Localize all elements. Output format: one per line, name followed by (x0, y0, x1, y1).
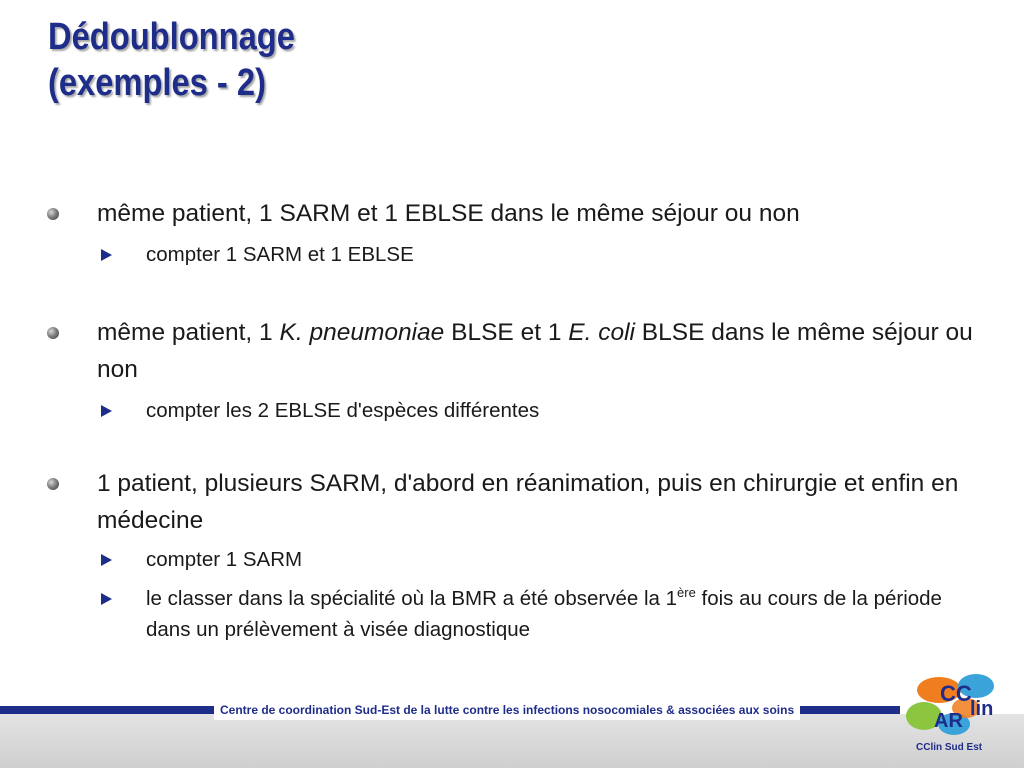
bullet-2 (97, 314, 987, 388)
sub-bullet-2-1-text: compter les 2 EBLSE d'espèces différentes (146, 399, 540, 422)
slide-title (48, 14, 295, 106)
bullet-2-text-part-1: même patient, 1 (97, 319, 280, 346)
bullet-2-text-part-3: BLSE et 1 (444, 319, 569, 346)
cclin-logo (904, 668, 1019, 758)
logo-ar-text: AR (934, 710, 963, 732)
logo-cc-text: CC (940, 681, 972, 706)
bullet-dot-icon (47, 327, 59, 339)
bullet-2-text-part-5: BLSE dans le même séjour ou non (97, 319, 973, 383)
bullet-2-species-2: E. coli (568, 319, 635, 346)
arrow-bullet-icon (101, 554, 112, 566)
bullet-dot-icon (47, 208, 59, 220)
title-line-1: Dédoublonnage (48, 16, 295, 58)
sub-bullet-3-2-superscript: ère (677, 585, 696, 600)
sub-bullet-3-1 (146, 544, 991, 575)
sub-bullet-2-1 (146, 395, 991, 426)
footer-text: Centre de coordination Sud-Est de la lutte contre les infections nosocomiales & associées aux soins (214, 700, 800, 720)
sub-bullet-3-2 (146, 583, 991, 645)
title-line-2: (exemples - 2) (48, 62, 266, 104)
footer-background (0, 714, 1024, 768)
bullet-dot-icon (47, 478, 59, 490)
bullet-2-species-1: K. pneumoniae (279, 319, 445, 346)
arrow-bullet-icon (101, 405, 112, 417)
arrow-bullet-icon (101, 593, 112, 605)
sub-bullet-1-1 (146, 239, 991, 270)
bullet-3 (97, 465, 987, 539)
logo-lin-text: lin (970, 698, 994, 720)
sub-bullet-3-2-text-before: le classer dans la spécialité où la BMR a été observée la 1 (146, 587, 678, 610)
arrow-bullet-icon (101, 249, 112, 261)
bullet-1 (97, 195, 987, 232)
sub-bullet-3-2-text-after: fois au cours de la période dans un prélèvement à visée diagnostique (146, 587, 942, 641)
sub-bullet-1-1-text: compter 1 SARM et 1 EBLSE (146, 243, 414, 266)
bullet-3-text: 1 patient, plusieurs SARM, d'abord en réanimation, puis en chirurgie et enfin en médecine (97, 470, 959, 534)
sub-bullet-3-1-text: compter 1 SARM (146, 548, 303, 571)
logo-caption: CClin Sud Est (916, 742, 983, 753)
bullet-1-text: même patient, 1 SARM et 1 EBLSE dans le même séjour ou non (97, 200, 800, 227)
